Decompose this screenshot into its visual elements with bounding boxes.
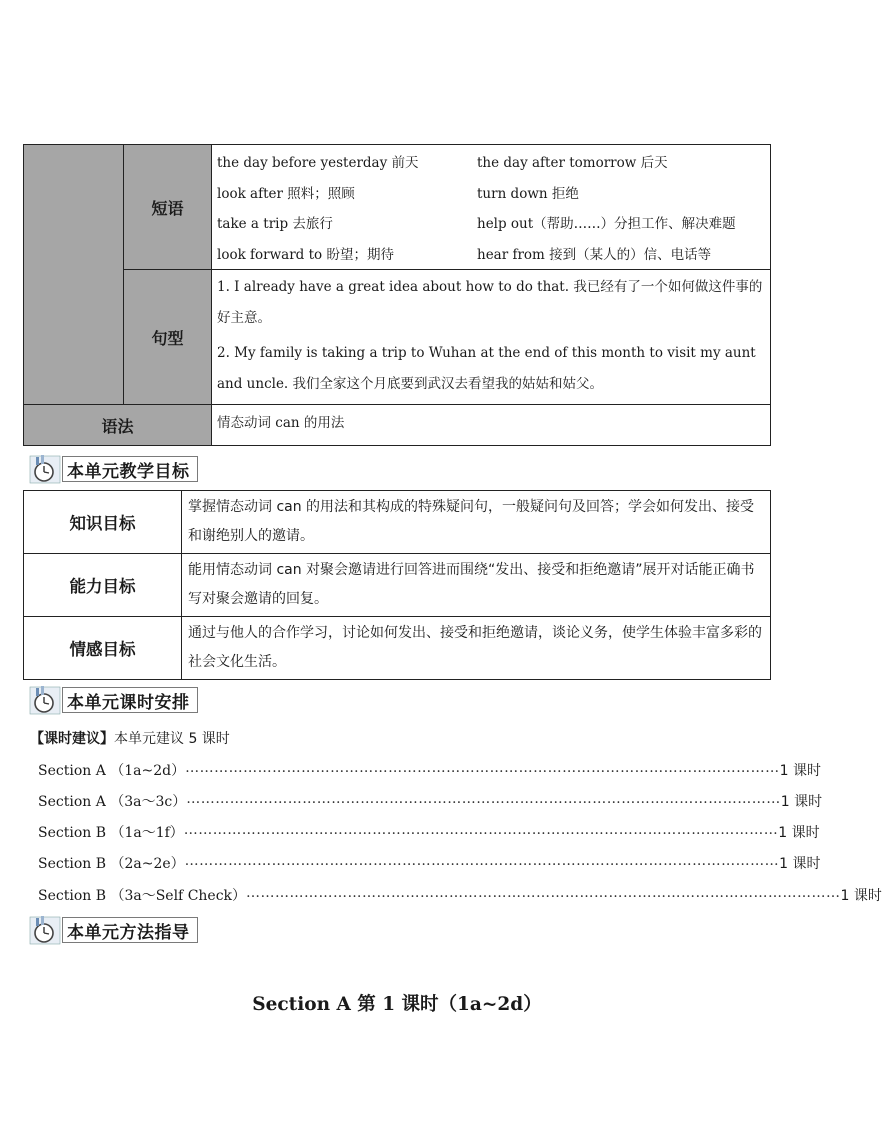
schedule-hours: 1 课时 (779, 763, 821, 779)
schedule-hours: 1 课时 (840, 888, 882, 904)
phrase-row (217, 177, 766, 208)
lesson-title: Section A 第 1 课时（1a~2d） (252, 994, 542, 1015)
objectives-banner-title: 本单元教学目标 (62, 456, 198, 482)
objective-text: 能用情态动词 can 对聚会邀请进行回答进而围绕“发出、接受和拒绝邀请”展开对话能正确书写对聚会邀请的回复。 (182, 554, 771, 617)
schedule-row (38, 760, 821, 780)
leader-dots: …………………………………………………………………………………………………………… (183, 822, 779, 838)
schedule-section: Section A （3a～3c） (38, 794, 187, 810)
leader-dots: …………………………………………………………………………………………………………… (186, 791, 781, 807)
schedule-banner-title: 本单元课时安排 (62, 687, 198, 713)
suggestion-text: 本单元建议 5 课时 (114, 731, 230, 747)
phrase: hear from 接到（某人的）信、电话等 (477, 246, 712, 263)
vocab-side-cell (24, 145, 124, 405)
schedule-row (38, 853, 821, 873)
method-banner (28, 915, 198, 945)
objective-text: 掌握情态动词 can 的用法和其构成的特殊疑问句，一般疑问句及回答；学会如何发出、接受和谢绝别人的邀请。 (182, 491, 771, 554)
schedule-hours: 1 课时 (780, 794, 823, 810)
schedule-section: Section B （2a~2e） (38, 856, 185, 872)
phrase: the day before yesterday 前天 (217, 155, 419, 172)
objective-label: 情感目标 (24, 617, 182, 680)
leader-dots: …………………………………………………………………………………………………………… (184, 853, 780, 869)
clock-icon (28, 915, 62, 945)
schedule-section: Section B （3a～Self Check） (38, 888, 247, 904)
clock-icon (28, 685, 62, 715)
schedule-hours: 1 课时 (779, 856, 821, 872)
clock-icon (28, 454, 62, 484)
grammar-label: 语法 (24, 405, 212, 446)
sentences-label: 句型 (124, 270, 212, 405)
phrases-label: 短语 (124, 145, 212, 270)
method-banner-title: 本单元方法指导 (62, 917, 198, 943)
phrase: look after 照料；照顾 (217, 185, 355, 202)
leader-dots: …………………………………………………………………………………………………………… (246, 885, 841, 901)
schedule-hours: 1 课时 (778, 825, 820, 841)
objective-label: 知识目标 (24, 491, 182, 554)
sentence-1: 1. I already have a great idea about how to do that. 我已经有了一个如何做这件事的好主意。 (217, 279, 763, 326)
phrase: turn down 拒绝 (477, 185, 579, 202)
schedule-banner (28, 685, 198, 715)
vocab-table (23, 144, 771, 446)
sentence-2: 2. My family is taking a trip to Wuhan at the end of this month to visit my aunt and uncle. 我们全家这个月底要到武汉去看望我的姑姑和姑父。 (217, 345, 756, 392)
phrase: take a trip 去旅行 (217, 216, 333, 233)
objective-text: 通过与他人的合作学习，讨论如何发出、接受和拒绝邀请，谈论义务，使学生体验丰富多彩的社会文化生活。 (182, 617, 771, 680)
leader-dots: …………………………………………………………………………………………………………… (185, 760, 780, 776)
schedule-row (38, 791, 823, 811)
phrase-row (217, 146, 766, 177)
phrase: the day after tomorrow 后天 (477, 155, 668, 172)
schedule-row (38, 822, 820, 842)
schedule-row (38, 885, 882, 905)
schedule-section: Section B （1a～1f） (38, 825, 184, 841)
objectives-table (23, 490, 771, 680)
phrase-row (217, 207, 766, 238)
objectives-banner (28, 454, 198, 484)
grammar-cell: 情态动词 can 的用法 (212, 405, 771, 446)
phrase: look forward to 盼望；期待 (217, 246, 394, 263)
phrases-cell (212, 145, 771, 270)
suggestion-tag: 【课时建议】 (30, 731, 114, 747)
schedule-section: Section A （1a~2d） (38, 763, 186, 779)
schedule-suggestion (30, 728, 230, 748)
phrase: help out（帮助……）分担工作、解决难题 (477, 216, 736, 233)
objective-label: 能力目标 (24, 554, 182, 617)
phrase-row (217, 238, 766, 269)
sentences-cell (212, 270, 771, 405)
